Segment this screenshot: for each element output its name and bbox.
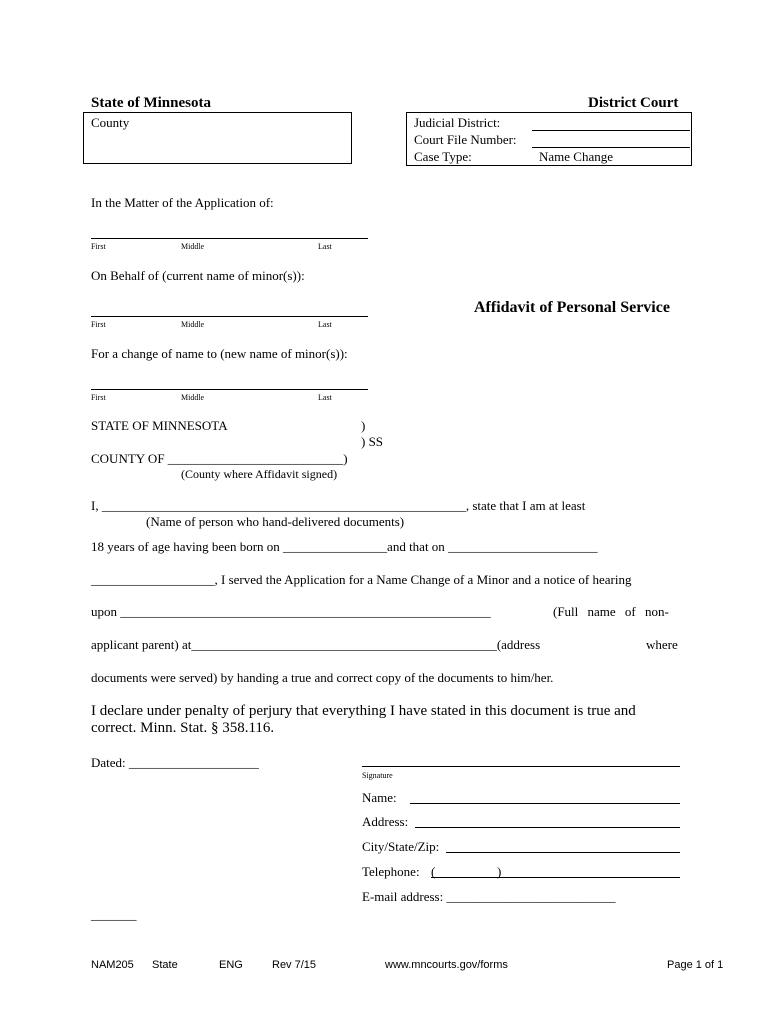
current-middle-label: Middle — [181, 320, 205, 329]
venue-ss: ) SS — [361, 434, 384, 449]
footer-state: State — [152, 959, 178, 971]
footer-form-code: NAM205 — [91, 959, 134, 971]
signature-line[interactable] — [362, 766, 680, 767]
case-type-label: Case Type: — [414, 149, 472, 164]
city-label: City/State/Zip: — [362, 839, 440, 854]
name-line[interactable] — [410, 803, 680, 804]
new-last-label: Last — [318, 393, 332, 402]
applicant-last-label: Last — [318, 242, 332, 251]
applicant-middle-label: Middle — [181, 242, 205, 251]
dated-field[interactable]: Dated: ____________________ — [91, 755, 259, 770]
venue-county-hint: (County where Affidavit signed) — [181, 467, 338, 481]
affiant-line[interactable]: I, ________________________________________________________, state that I am at least — [91, 498, 586, 513]
current-last-label: Last — [318, 320, 332, 329]
current-first-label: First — [91, 320, 106, 329]
affiant-hint: (Name of person who hand-delivered documents) — [146, 514, 405, 529]
served-date-line[interactable]: ___________________, I served the Application for a Name Change of a Minor and a notice of hearing — [91, 572, 632, 587]
declaration-line-2: correct. Minn. Stat. § 358.116. — [91, 720, 275, 736]
served-upon-line[interactable]: upon _________________________________________________________ — [91, 604, 491, 619]
venue-paren: ) — [361, 418, 366, 433]
venue-county[interactable]: COUNTY OF ___________________________) — [91, 451, 348, 466]
change-to-label: For a change of name to (new name of minor(s)): — [91, 346, 348, 361]
address-label: Address: — [362, 814, 409, 829]
applicant-name-line[interactable] — [91, 238, 368, 239]
court-heading: District Court — [588, 95, 679, 111]
document-title: Affidavit of Personal Service — [474, 299, 670, 316]
name-label: Name: — [362, 790, 397, 805]
footer-revision: Rev 7/15 — [272, 959, 317, 971]
new-middle-label: Middle — [181, 393, 205, 402]
telephone-paren-open: ( — [431, 864, 436, 879]
city-line[interactable] — [446, 852, 680, 853]
telephone-line[interactable] — [431, 877, 680, 878]
court-file-number-label: Court File Number: — [414, 132, 517, 147]
footer-language: ENG — [219, 959, 243, 971]
footer-page: Page 1 of 1 — [667, 959, 724, 971]
county-box — [83, 112, 352, 164]
served-upon-hint: (Full name of non- — [553, 604, 669, 619]
birth-date-line[interactable]: 18 years of age having been born on ________________and that on _______________________ — [91, 539, 598, 554]
address-line[interactable] — [415, 827, 680, 828]
current-minor-name-line[interactable] — [91, 316, 368, 317]
judicial-district-label: Judicial District: — [414, 115, 501, 130]
state-heading: State of Minnesota — [91, 95, 211, 111]
court-file-number-line[interactable] — [532, 147, 690, 148]
telephone-label: Telephone: — [362, 864, 420, 879]
signature-label: Signature — [362, 771, 393, 780]
case-info-box — [406, 112, 692, 166]
footer-url[interactable]: www.mncourts.gov/forms — [385, 959, 508, 971]
telephone-paren-close: ) — [497, 864, 502, 879]
service-method-text: documents were served) by handing a true and correct copy of the documents to him/her. — [91, 670, 554, 685]
bottom-blank: _______ — [91, 907, 137, 922]
new-minor-name-line[interactable] — [91, 389, 368, 390]
served-address-hint: where — [646, 637, 678, 652]
case-type-value: Name Change — [539, 149, 614, 164]
email-field[interactable]: E-mail address: __________________________ — [362, 889, 616, 904]
declaration-line-1: I declare under penalty of perjury that everything I have stated in this document is true and — [91, 703, 636, 719]
judicial-district-line[interactable] — [532, 130, 690, 131]
county-label: County — [91, 115, 130, 130]
new-first-label: First — [91, 393, 106, 402]
served-address-line[interactable]: applicant parent) at_______________________________________________(address — [91, 637, 541, 652]
applicant-first-label: First — [91, 242, 106, 251]
venue-state: STATE OF MINNESOTA — [91, 418, 228, 433]
on-behalf-label: On Behalf of (current name of minor(s)): — [91, 268, 305, 283]
matter-intro: In the Matter of the Application of: — [91, 195, 274, 210]
